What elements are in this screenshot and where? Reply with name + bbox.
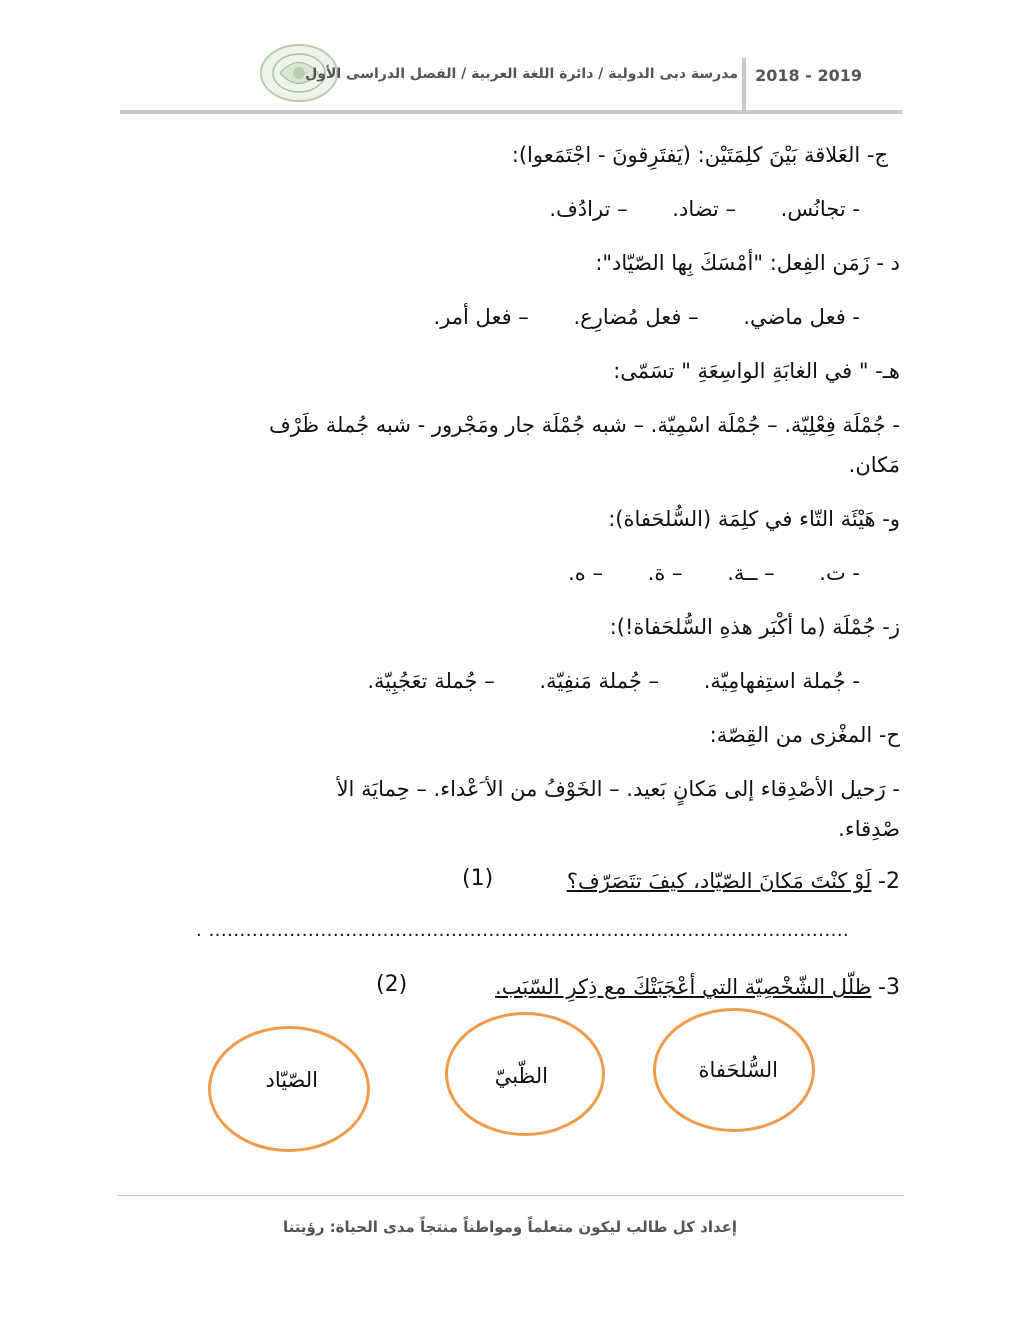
option: – تضاد. <box>672 197 736 221</box>
option: – ترادُف. <box>549 197 628 221</box>
question-hh-options-line2: صْدِقاء. <box>838 817 900 841</box>
footer-divider <box>118 1195 904 1196</box>
question-2-number: 2- <box>878 869 900 894</box>
option: - تجانُس. <box>780 197 860 221</box>
header-year: 2018 - 2019 <box>755 66 862 85</box>
question-2-text: لَوْ كنْتَ مَكانَ الصّيّاد، كيفَ تتَصَرّف؟ <box>566 869 872 893</box>
header-divider <box>120 110 902 114</box>
header-school-line: مدرسة دبى الدولية / دائرة اللغة العربية / الفصل الدراسى الأول <box>305 66 738 82</box>
question-j: ج- العَلاقة بَيْنَ كلِمَتَيْن: (يَفتَرِقونَ - اجْتَمَعوا): <box>511 143 888 167</box>
question-d-options <box>396 302 860 332</box>
question-3 <box>495 972 900 1003</box>
question-3-mark: (2) <box>376 972 408 997</box>
question-d: د - زَمَن الفِعل: "أمْسَكَ بِها الصّيّاد": <box>595 251 900 275</box>
question-w-options <box>530 558 860 588</box>
option: – فعل أمر. <box>433 305 529 329</box>
option: – ــة. <box>727 561 775 585</box>
option: – جُملة مَنفِيّة. <box>539 669 660 693</box>
character-label-hunter: الصّيّاد <box>265 1068 318 1092</box>
question-3-number: 3- <box>878 975 900 1000</box>
question-2 <box>567 866 900 897</box>
answer-line[interactable]: . ....................................................................................................... <box>196 920 850 941</box>
question-j-options <box>511 194 860 224</box>
question-z: ز- جُمْلَة (ما أكْبَر هذهِ السُّلحَفاة!): <box>609 615 900 639</box>
header-divider-vertical <box>742 58 746 114</box>
question-h-options-line2: مَكان. <box>848 453 900 477</box>
option: – ة. <box>647 561 683 585</box>
option: - فعل ماضي. <box>743 305 860 329</box>
question-z-options <box>329 666 860 696</box>
option: - جُملة استِفهامِيّة. <box>703 669 860 693</box>
footer-motto: إعداد كل طالب ليكون متعلماً ومواطناً منتجاً مدى الحياة: رؤيتنا <box>282 1218 738 1236</box>
question-hh-options-line1: - رَحيل الأصْدِقاء إلى مَكانٍ بَعيد. – الخَوْفُ من الأ َعْداء. – حِمايَة الأ <box>336 777 900 801</box>
option: – ه. <box>568 561 603 585</box>
question-h: هـ- " في الغابَةِ الواسِعَةِ " تسَمّى: <box>613 359 900 383</box>
question-hh: ح- المغْزى من القِصّة: <box>709 723 900 747</box>
question-w: و- هَيْئَة التّاء في كلِمَة (السُّلحَفاة): <box>608 507 900 531</box>
character-label-turtle: السُّلحَفاة <box>698 1058 778 1082</box>
option: – جُملة تعَجُبِيّة. <box>367 669 495 693</box>
question-2-mark: (1) <box>462 866 494 891</box>
question-h-options-line1: - جُمْلَة فِعْلِيّة. – جُمْلَة اسْمِيّة. – شبه جُمْلَة جار ومَجْرور - شبه جُملة ظَرْف <box>269 413 900 437</box>
option: - ت. <box>819 561 860 585</box>
character-label-deer: الظّبيّ <box>494 1064 548 1088</box>
question-3-text: ظلّل الشّخْصِيّة التي أعْجَبَتْكَ مع ذِكرِ السّبَب. <box>495 975 872 999</box>
option: – فعل مُضارِع. <box>573 305 699 329</box>
